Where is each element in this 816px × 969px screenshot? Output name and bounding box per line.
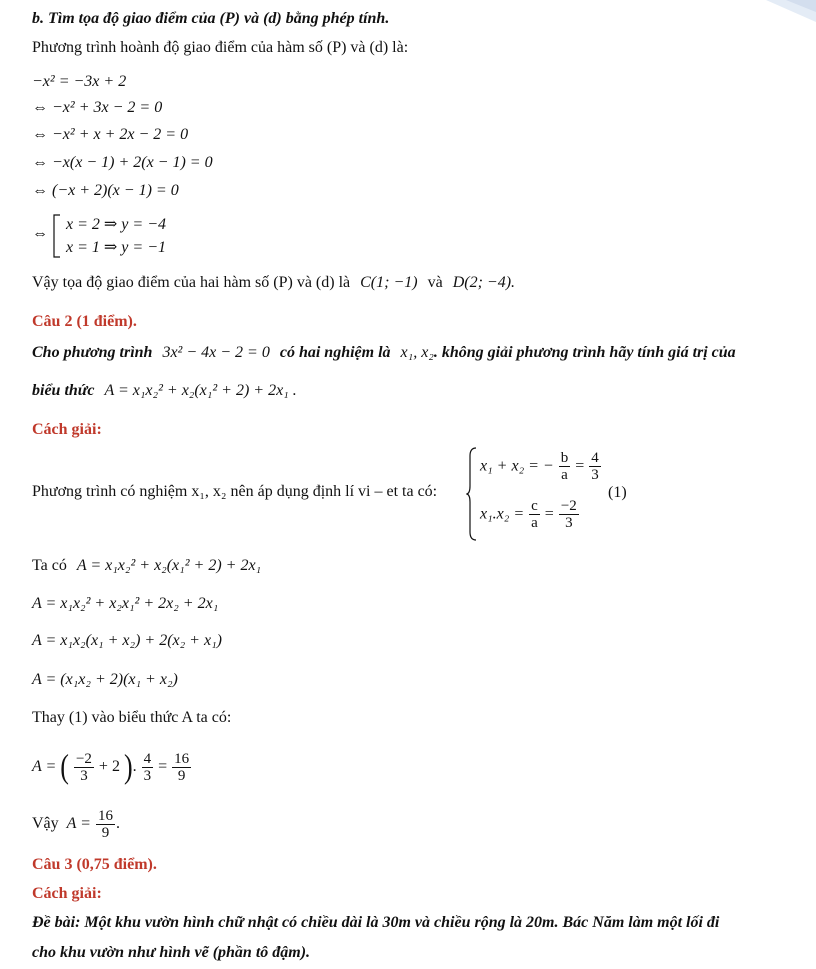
final-prefix: Vậy [32, 815, 59, 832]
right-paren: ) [123, 747, 133, 786]
conclusion-1-text: Vậy tọa độ giao điểm của hai hàm số (P) và (d) là [32, 274, 351, 291]
substitute-text: Thay (1) vào biểu thức A ta có: [32, 709, 232, 726]
step-1: −x² = −3x + 2 [32, 73, 127, 90]
cau2-problem-line-2 [32, 381, 297, 401]
fraction-4-over-3 [589, 450, 601, 483]
denominator: 9 [177, 767, 186, 784]
denominator: a [531, 515, 538, 531]
denominator: 3 [143, 767, 152, 784]
cau2-heading: Câu 2 (1 điểm). [32, 313, 137, 330]
case-1: x = 2 ⇒ y = −4 [66, 216, 166, 233]
denominator: 9 [101, 824, 110, 841]
corner-decoration [756, 0, 816, 22]
equation-label: (1) [608, 484, 627, 501]
numerator: −2 [560, 498, 577, 514]
denominator: 3 [80, 767, 88, 784]
cau2-problem-d: biểu thức [32, 382, 95, 399]
fraction-c-over-a [529, 498, 540, 531]
numerator: 16 [174, 750, 190, 767]
step-4: ⇔ −x(x − 1) + 2(x − 1) = 0 [32, 154, 213, 171]
calc-result: A = ( $\frac{-2}{3}$ + 2 ). $\frac{4}{3}$ = $\frac{16}{9}$ [32, 745, 192, 789]
fraction-16-over-9 [96, 808, 115, 841]
step-2: ⇔ −x² + 3x − 2 = 0 [32, 99, 163, 116]
vieta-prod-lhs: x₁.x₂ = [480, 505, 525, 523]
step-3: ⇔ −x² + x + 2x − 2 = 0 [32, 126, 189, 143]
fraction-b-over-a [559, 450, 571, 483]
numerator: −2 [75, 750, 92, 767]
denominator: 3 [565, 515, 573, 531]
calc-line-1 [32, 556, 261, 576]
equals: = [575, 457, 585, 475]
cau3-problem-line-2: cho khu vườn như hình vẽ (phần tô đậm). [32, 944, 311, 961]
numerator: 16 [97, 807, 113, 824]
vieta-sum [480, 450, 602, 483]
case-2: x = 1 ⇒ y = −1 [66, 239, 166, 256]
vieta-system [466, 446, 646, 542]
fraction-minus2-over-3 [74, 751, 94, 784]
calc-line-1-prefix: Ta có [32, 557, 67, 574]
calc-line-4: A = (x₁x₂ + 2)(x₁ + x₂) [32, 671, 178, 688]
cau3-method-heading: Cách giải: [32, 885, 102, 902]
cau2-roots: x₁, x₂ [400, 344, 434, 361]
vieta-text: Phương trình có nghiệm x₁, x₂ nên áp dụng định lí vi – et ta có: [32, 483, 438, 500]
cau2-method-heading: Cách giải: [32, 421, 102, 438]
conclusion-and: và [427, 274, 443, 291]
point-d: D(2; −4). [452, 274, 516, 291]
bracket-icon [52, 214, 62, 258]
numerator: c [531, 498, 538, 514]
final-answer [32, 804, 120, 844]
brace-icon [466, 446, 478, 542]
vieta-sum-lhs: x₁ + x₂ = − [480, 457, 554, 475]
calc-plus2: + 2 [98, 758, 120, 775]
fraction-minus2-over-3 [559, 498, 579, 531]
calc-line-1-expr: A = x₁x₂² + x₂(x₁² + 2) + 2x₁ [76, 557, 262, 574]
intro-line: Phương trình hoành độ giao điểm của hàm số (P) và (d) là: [32, 39, 409, 56]
cau3-heading: Câu 3 (0,75 điểm). [32, 856, 157, 873]
equals: = [544, 505, 554, 523]
cau2-problem-c: . không giải phương trình hãy tính giá trị của [433, 344, 736, 361]
fraction-4-over-3 [142, 751, 154, 784]
cau2-problem-b: có hai nghiệm là [279, 344, 391, 361]
cau2-problem-a: Cho phương trình [32, 344, 153, 361]
denominator: 3 [591, 467, 599, 483]
cau2-expression: A = x₁x₂² + x₂(x₁² + 2) + 2x₁ . [104, 382, 297, 399]
step-5: ⇔ (−x + 2)(x − 1) = 0 [32, 182, 179, 199]
numerator: 4 [591, 450, 599, 466]
conclusion-1 [32, 273, 515, 293]
final-lhs: A = [66, 815, 91, 832]
calc-lhs: A = [32, 758, 57, 775]
calc-line-3: A = x₁x₂(x₁ + x₂) + 2(x₂ + x₁) [32, 632, 222, 649]
equivalence-arrow: ⇔ [32, 225, 48, 242]
cau2-equation: 3x² − 4x − 2 = 0 [162, 344, 270, 361]
section-b-title: b. Tìm tọa độ giao điểm của (P) và (d) bằng phép tính. [32, 10, 390, 27]
left-paren: ( [60, 747, 69, 786]
fraction-16-over-9 [172, 751, 191, 784]
final-dot: . [115, 815, 120, 832]
calc-line-2: A = x₁x₂² + x₂x₁² + 2x₂ + 2x₁ [32, 595, 219, 612]
equals: = [158, 758, 168, 775]
vieta-product [480, 498, 580, 531]
point-c: C(1; −1) [360, 274, 418, 291]
numerator: b [560, 450, 569, 466]
denominator: a [561, 467, 568, 483]
numerator: 4 [143, 750, 152, 767]
cau2-problem-line-1 [32, 343, 736, 363]
cau3-problem-line-1: Đề bài: Một khu vườn hình chữ nhật có chiều dài là 30m và chiều rộng là 20m. Bác Năm làm một lối đi [32, 914, 720, 931]
